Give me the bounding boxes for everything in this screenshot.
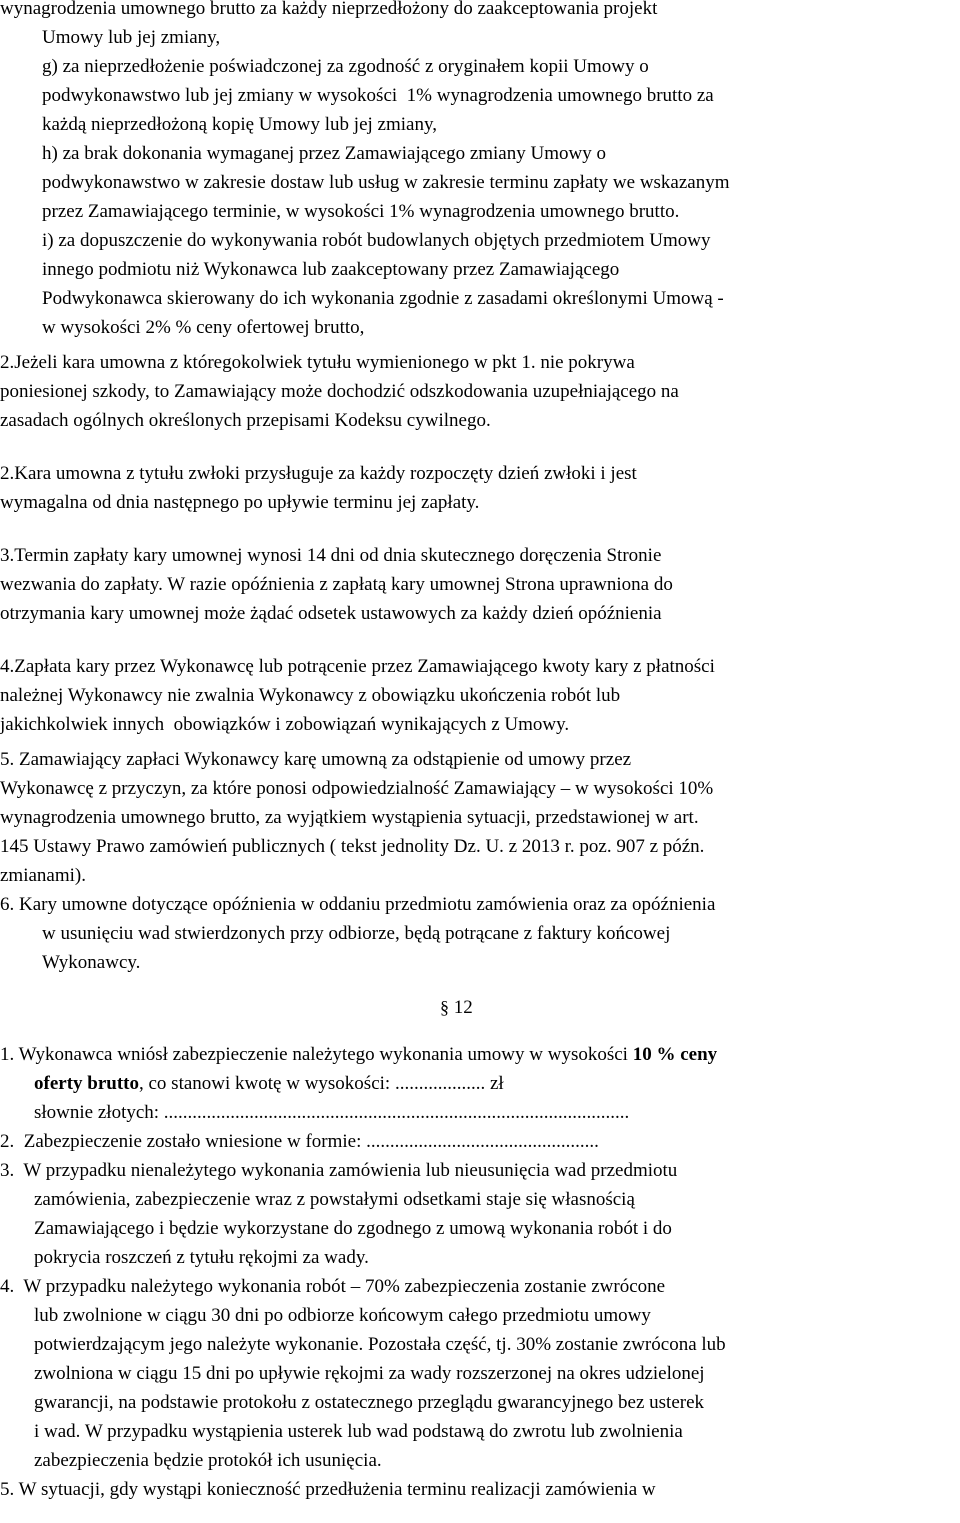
text-line: wynagrodzenia umownego brutto, za wyjątkiem wystąpienia sytuacji, przedstawionej w art. — [0, 807, 699, 828]
text-line: 2. Zabezpieczenie zostało wniesione w formie: ................................................. — [0, 1131, 599, 1152]
text-line: słownie złotych: .................................................................................................. — [34, 1102, 630, 1123]
clause-1-security-amount — [0, 1040, 960, 1127]
bold-text-run: oferty brutto — [34, 1073, 139, 1094]
text-line: Zamawiającego i będzie wykorzystane do zgodnego z umową wykonania robót i do — [34, 1218, 672, 1239]
text-line: 2.Kara umowna z tytułu zwłoki przysługuje za każdy rozpoczęty dzień zwłoki i jest — [0, 463, 637, 484]
text-line: zamówienia, zabezpieczenie wraz z powstałymi odsetkami staje się własnością — [34, 1189, 635, 1210]
text-line: i) za dopuszczenie do wykonywania robót budowlanych objętych przedmiotem Umowy — [42, 230, 711, 251]
text-line: potwierdzającym jego należyte wykonanie. Pozostała część, tj. 30% zostanie zwrócona lub — [34, 1334, 726, 1355]
text-line: Wykonawcy. — [42, 952, 141, 973]
clause-5-extension — [0, 1475, 960, 1504]
text-line: 5. W sytuacji, gdy wystąpi konieczność przedłużenia terminu realizacji zamówienia w — [0, 1479, 656, 1500]
text-line: każdą nieprzedłożoną kopię Umowy lub jej zmiany, — [42, 114, 437, 135]
paragraph-penalty-list-continued — [0, 0, 960, 342]
text-line: 4.Zapłata kary przez Wykonawcę lub potrącenie przez Zamawiającego kwoty kary z płatności — [0, 656, 715, 677]
text-line: pokrycia roszczeń z tytułu rękojmi za wady. — [34, 1247, 369, 1268]
text-line: i wad. W przypadku wystąpienia usterek lub wad podstawą do zwrotu lub zwolnienia — [34, 1421, 683, 1442]
text-line: przez Zamawiającego terminie, w wysokości 1% wynagrodzenia umownego brutto. — [42, 201, 680, 222]
text-line: 5. Zamawiający zapłaci Wykonawcy karę umowną za odstąpienie od umowy przez — [0, 749, 632, 770]
section-number: 12 — [453, 997, 473, 1018]
text-line — [0, 1069, 960, 1098]
paragraph-5-withdrawal-penalty — [0, 745, 960, 890]
clause-4-security-return — [0, 1272, 960, 1475]
text-line: wezwania do zapłaty. W razie opóźnienia z zapłatą kary umownej Strona uprawniona do — [0, 574, 673, 595]
text-run: 1. Wykonawca wniósł zabezpieczenie należytego wykonania umowy w wysokości — [0, 1044, 633, 1065]
text-line: Wykonawcę z przyczyn, za które ponosi odpowiedzialność Zamawiający – w wysokości 10% — [0, 778, 714, 799]
text-line — [0, 1040, 960, 1069]
section-symbol: § — [440, 997, 449, 1017]
section-heading — [0, 993, 960, 1022]
text-line: g) za nieprzedłożenie poświadczonej za zgodność z oryginałem kopii Umowy o — [42, 56, 649, 77]
paragraph-2-supplementary-damages — [0, 348, 960, 435]
text-line: 6. Kary umowne dotyczące opóźnienia w oddaniu przedmiotu zamówienia oraz za opóźnienia — [0, 894, 716, 915]
text-line: wynagrodzenia umownego brutto za każdy nieprzedłożony do zaakceptowania projekt — [0, 0, 658, 19]
text-line: zasadach ogólnych określonych przepisami Kodeksu cywilnego. — [0, 410, 491, 431]
paragraph-4-penalty-payment — [0, 652, 960, 739]
text-line: należnej Wykonawcy nie zwalnia Wykonawcy z obowiązku ukończenia robót lub — [0, 685, 621, 706]
text-line: lub zwolnione w ciągu 30 dni po odbiorze końcowym całego przedmiotu umowy — [34, 1305, 651, 1326]
paragraph-3-payment-term — [0, 541, 960, 628]
text-line: wymagalna od dnia następnego po upływie terminu jej zapłaty. — [0, 492, 480, 513]
text-line: Podwykonawca skierowany do ich wykonania zgodnie z zasadami określonymi Umową - — [42, 288, 724, 309]
text-line: 145 Ustawy Prawo zamówień publicznych ( tekst jednolity Dz. U. z 2013 r. poz. 907 z późn. — [0, 836, 705, 857]
text-line: 3.Termin zapłaty kary umownej wynosi 14 dni od dnia skutecznego doręczenia Stronie — [0, 545, 662, 566]
text-line: jakichkolwiek innych obowiązków i zobowiązań wynikających z Umowy. — [0, 714, 570, 735]
paragraph-2-delay-penalty — [0, 459, 960, 517]
text-line: h) za brak dokonania wymaganej przez Zamawiającego zmiany Umowy o — [42, 143, 606, 164]
text-line: 3. W przypadku nienależytego wykonania zamówienia lub nieusunięcia wad przedmiotu — [0, 1160, 678, 1181]
text-line: zwolniona w ciągu 15 dni po upływie rękojmi za wady rozszerzonej na okres udzielonej — [34, 1363, 705, 1384]
text-line: w wysokości 2% % ceny ofertowej brutto, — [42, 317, 365, 338]
text-line: gwarancji, na podstawie protokołu z ostatecznego przeglądu gwarancyjnego bez usterek — [34, 1392, 705, 1413]
text-run: , co stanowi kwotę w wysokości: ................... zł — [139, 1073, 504, 1094]
text-line: innego podmiotu niż Wykonawca lub zaakceptowany przez Zamawiającego — [42, 259, 620, 280]
text-line: w usunięciu wad stwierdzonych przy odbiorze, będą potrącane z faktury końcowej — [42, 923, 671, 944]
text-line: otrzymania kary umownej może żądać odsetek ustawowych za każdy dzień opóźnienia — [0, 603, 662, 624]
clause-3-improper-performance — [0, 1156, 960, 1272]
text-line: poniesionej szkody, to Zamawiający może dochodzić odszkodowania uzupełniającego na — [0, 381, 679, 402]
text-line: 2.Jeżeli kara umowna z któregokolwiek tytułu wymienionego w pkt 1. nie pokrywa — [0, 352, 635, 373]
text-line: zabezpieczenia będzie protokół ich usunięcia. — [34, 1450, 382, 1471]
clause-2-security-form — [0, 1127, 960, 1156]
text-line: Umowy lub jej zmiany, — [42, 27, 221, 48]
text-line: zmianami). — [0, 865, 86, 886]
bold-text-run: 10 % ceny — [632, 1044, 718, 1065]
text-line: 4. W przypadku należytego wykonania robót – 70% zabezpieczenia zostanie zwrócone — [0, 1276, 666, 1297]
text-line: podwykonawstwo lub jej zmiany w wysokości 1% wynagrodzenia umownego brutto za — [42, 85, 714, 106]
text-line: podwykonawstwo w zakresie dostaw lub usług w zakresie terminu zapłaty we wskazanym — [42, 172, 730, 193]
paragraph-6-deductions — [0, 890, 960, 977]
